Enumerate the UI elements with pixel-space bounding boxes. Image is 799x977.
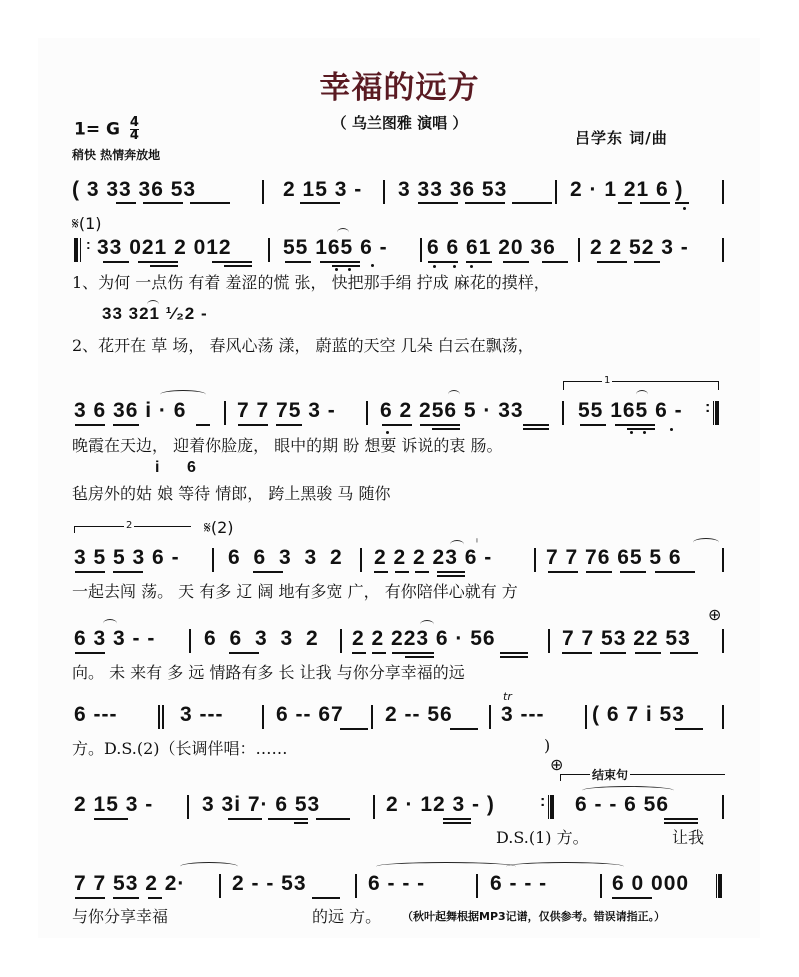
fermata-arc <box>450 540 464 549</box>
barline <box>360 548 362 572</box>
beam <box>312 897 340 899</box>
beam <box>670 652 698 654</box>
beam <box>138 261 178 263</box>
song-title: 幸福的远方 <box>319 70 480 106</box>
barline <box>722 180 724 204</box>
beam <box>75 897 105 899</box>
beam <box>548 571 578 573</box>
beam <box>75 652 105 654</box>
beam <box>148 897 162 899</box>
intro-measure-3: 3 33 36 53 <box>398 178 508 201</box>
barline <box>373 795 375 819</box>
beam <box>320 261 360 263</box>
beam <box>150 265 178 267</box>
chorusb-measure-1: 6 3 3 - - <box>74 627 156 650</box>
double-barline <box>162 705 164 729</box>
barline <box>722 705 724 729</box>
low-octave-dot <box>371 264 374 267</box>
ending-measure-1: 7 7 53 2 2· <box>74 872 186 895</box>
coda-icon: ⊕ <box>550 755 564 774</box>
low-octave-dot <box>470 265 473 268</box>
chorusb-measure-4: 7 7 53 22 53 <box>562 627 691 650</box>
interlude-measure-6: ( 6 7 i 53 <box>592 703 685 726</box>
ending-measure-4: 6 - - - <box>490 872 548 895</box>
coda-measure-3: 2 · 12 3 - ) <box>386 793 495 816</box>
verseb-measure-2: 7 7 75 3 - <box>237 399 336 422</box>
volta-label-2: 2 <box>126 520 133 531</box>
beam <box>405 656 434 658</box>
beam <box>627 428 655 430</box>
grace-note-high-1: ⁱ <box>476 536 478 549</box>
barline <box>262 180 264 204</box>
verseb-measure-4: 55 165 6 - <box>578 399 683 422</box>
intro-measure-2: 2 15 3 - <box>283 178 363 201</box>
beam <box>268 818 308 820</box>
beam <box>500 652 528 654</box>
verse-measure-2: 55 165 6 - <box>283 236 388 259</box>
beam <box>655 571 695 573</box>
final-barline <box>716 874 722 898</box>
key-signature <box>74 117 139 142</box>
barline <box>722 629 724 653</box>
chorus-measure-1: 3 5 5 3 6 - <box>74 546 180 569</box>
verse-measure-1: 33 021 2 012 <box>97 236 232 259</box>
beam <box>224 265 252 267</box>
chorusb-measure-2: 6 6 3 3 2 <box>204 627 319 650</box>
interlude-measure-3: 6 -- 67 <box>276 703 344 726</box>
beam <box>75 424 105 426</box>
beam <box>352 652 366 654</box>
performer-line: （ 乌兰图雅 演唱 ） <box>331 114 468 132</box>
beam <box>276 424 302 426</box>
beam <box>512 202 552 204</box>
beam <box>316 818 350 820</box>
coda-bracket <box>560 774 725 781</box>
beam <box>664 822 698 824</box>
beam <box>675 728 703 730</box>
beam <box>542 261 568 263</box>
beam <box>190 202 230 204</box>
chorus-measure-3: 2 2 2 23 6 - <box>374 546 493 569</box>
beam <box>395 571 409 573</box>
trill-icon: tr <box>503 690 512 703</box>
beam <box>443 822 471 824</box>
fermata-arc <box>420 620 434 629</box>
barline <box>722 548 724 572</box>
chorus-measure-4: 7 7 76 65 5 6 <box>546 546 682 569</box>
beam <box>143 202 183 204</box>
barline <box>224 401 226 425</box>
barline <box>187 795 189 819</box>
barline <box>555 180 557 204</box>
lyric-interlude-close: ) <box>544 736 551 755</box>
lyric-interlude: 方。D.S.(2)（长调伴唱：…… <box>72 739 288 758</box>
barline <box>534 548 536 572</box>
barline <box>600 874 602 898</box>
beam <box>620 571 646 573</box>
barline <box>578 238 580 262</box>
volta-label-1: 1 <box>604 375 611 386</box>
beam <box>432 428 460 430</box>
interlude-measure-2: 3 --- <box>180 703 224 726</box>
beam <box>392 652 434 654</box>
barline <box>476 874 478 898</box>
beam <box>374 571 388 573</box>
lyric-rangwo: 让我 <box>672 828 705 847</box>
verseb-measure-3: 6 2 256 5 · 33 <box>380 399 524 422</box>
fermata-arc <box>103 619 117 628</box>
beam <box>229 652 259 654</box>
verse-measure-4: 2 2 52 3 - <box>590 236 689 259</box>
lyric-chorus-line2: 向。 未 来有 多 远 情路有多 长 让我 与你分享幸福的远 <box>72 663 465 682</box>
repeat-start <box>74 238 81 262</box>
composer-credit: 吕学东 词/曲 <box>575 129 668 147</box>
slur-arc <box>376 862 516 871</box>
lyric-ending-2: 的远 方。 <box>312 907 382 926</box>
ending-measure-2: 2 - - 53 <box>232 872 307 895</box>
barline <box>366 401 368 425</box>
volta-bracket-1 <box>563 381 719 390</box>
low-octave-dot <box>433 265 436 268</box>
verseb-measure-1: 3 6 36 i · 6 <box>74 399 187 422</box>
beam <box>634 261 660 263</box>
beam <box>113 897 139 899</box>
barline <box>722 238 724 262</box>
repeat-dots: : <box>705 399 712 416</box>
variant-note-6: 6 <box>187 459 197 476</box>
beam <box>294 822 308 824</box>
beam <box>635 652 661 654</box>
barline <box>489 705 491 729</box>
verse-measure-3: 6 6 61 20 36 <box>427 236 556 259</box>
barline <box>340 629 342 653</box>
beam <box>415 571 429 573</box>
tempo-marking: 稍快 热情奔放地 <box>72 148 161 162</box>
intro-measure-1: ( 3 33 36 53 <box>72 178 197 201</box>
low-octave-dot <box>630 431 633 434</box>
slur-arc <box>693 538 719 547</box>
coda-measure-1: 2 15 3 - <box>74 793 154 816</box>
beam <box>113 424 139 426</box>
beam <box>382 424 412 426</box>
lyric-verse2-line2: 毡房外的姑 娘 等待 情郎， 跨上黑骏 马 随你 <box>72 484 391 503</box>
barline <box>189 629 191 653</box>
beam <box>612 897 652 899</box>
beam <box>503 261 529 263</box>
beam <box>450 728 478 730</box>
barline <box>722 795 724 819</box>
low-octave-dot <box>453 265 456 268</box>
barline <box>383 180 385 204</box>
beam <box>618 202 632 204</box>
beam <box>664 818 698 820</box>
beam <box>562 652 592 654</box>
fermata-arc <box>147 300 159 309</box>
barline <box>562 401 564 425</box>
lyric-verse1-line2: 晚霞在天边， 迎着你脸庞， 眼中的期 盼 想要 诉说的衷 肠。 <box>72 436 503 455</box>
chorus-measure-2: 6 6 3 3 2 <box>228 546 343 569</box>
lyric-verse2-line1: 2、花开在 草 场， 春风心荡 漾， 蔚蓝的天空 几朵 白云在飘荡， <box>72 336 534 355</box>
beam <box>428 261 458 263</box>
repeat-dots: : <box>86 236 92 252</box>
lyric-ds1: D.S.(1) 方。 <box>496 828 589 847</box>
beam <box>238 424 268 426</box>
slur-arc <box>506 862 624 871</box>
beam <box>113 571 143 573</box>
time-signature: $\frac{4}{4}$ <box>129 115 139 143</box>
repeat-dots: : <box>540 793 547 810</box>
key-label: 1= G <box>74 119 120 140</box>
beam <box>94 818 128 820</box>
beam <box>500 656 528 658</box>
variant-note-high-1: i <box>155 459 161 476</box>
fermata-arc <box>448 390 460 399</box>
barline <box>219 874 221 898</box>
low-octave-dot <box>683 207 686 210</box>
beam <box>418 202 458 204</box>
interlude-measure-1: 6 --- <box>74 703 118 726</box>
chorusb-measure-3: 2 2 223 6 · 56 <box>352 627 496 650</box>
segno-1: 𝄋(1) <box>72 214 102 233</box>
low-octave-dot <box>643 431 646 434</box>
low-octave-dot <box>670 428 673 431</box>
repeat-end <box>713 401 719 425</box>
beam <box>523 428 549 430</box>
transcriber-note: （秋叶起舞根据MP3记谱，仅供参考。错误请指正。） <box>402 910 666 923</box>
beam <box>103 261 129 263</box>
beam <box>615 424 655 426</box>
barline <box>212 548 214 572</box>
beam <box>437 575 465 577</box>
beam <box>437 571 465 573</box>
beam <box>443 818 471 820</box>
ending-measure-3: 6 - - - <box>368 872 426 895</box>
beam <box>372 652 386 654</box>
beam <box>300 202 340 204</box>
beam <box>285 261 311 263</box>
barline <box>355 874 357 898</box>
intro-measure-4: 2 · 1 21 6 ) <box>570 178 684 201</box>
double-barline <box>158 705 160 729</box>
beam <box>420 424 460 426</box>
barline <box>585 705 587 729</box>
barline <box>268 238 270 262</box>
beam <box>340 728 368 730</box>
coda-measure-2: 3 3i 7· 6 53 <box>202 793 321 816</box>
beam <box>466 261 492 263</box>
beam <box>253 571 283 573</box>
beam <box>465 202 505 204</box>
variant-notes-verse2: 33 321 ¹⁄₂2 - <box>102 304 208 323</box>
barline <box>371 705 373 729</box>
barline <box>262 705 264 729</box>
tie-arc <box>180 862 238 871</box>
beam <box>523 424 549 426</box>
slur-arc <box>582 786 674 795</box>
beam <box>212 261 252 263</box>
coda-label: 结束句 <box>592 768 629 782</box>
fermata-arc <box>337 228 349 237</box>
coda-icon: ⊕ <box>708 605 722 624</box>
repeat-end <box>548 795 554 819</box>
interlude-measure-4: 2 -- 56 <box>385 703 453 726</box>
interlude-measure-5: 3 --- <box>501 703 545 726</box>
beam <box>116 202 136 204</box>
barline <box>420 238 422 262</box>
beam <box>586 571 612 573</box>
beam <box>675 202 689 204</box>
beam <box>75 571 105 573</box>
ending-measure-5: 6 0 000 <box>612 872 690 895</box>
lyric-ending-1: 与你分享幸福 <box>72 907 169 926</box>
beam <box>597 261 627 263</box>
tie-arc <box>160 390 206 399</box>
lyric-chorus-line1: 一起去闯 荡。 天 有多 辽 阔 地有多宽 广， 有你陪伴心就有 方 <box>72 582 518 601</box>
beam <box>332 265 360 267</box>
lyric-verse1-line1: 1、为何 一点伤 有着 羞涩的慌 张， 快把那手绢 拧成 麻花的摸样， <box>72 273 550 292</box>
fermata-arc <box>636 390 648 399</box>
beam <box>196 424 210 426</box>
segno-2: 𝄋(2) <box>204 518 234 537</box>
beam <box>600 652 626 654</box>
beam <box>580 424 606 426</box>
beam <box>640 202 670 204</box>
beam <box>228 818 262 820</box>
coda-measure-4: 6 - - 6 56 <box>575 793 670 816</box>
barline <box>548 629 550 653</box>
